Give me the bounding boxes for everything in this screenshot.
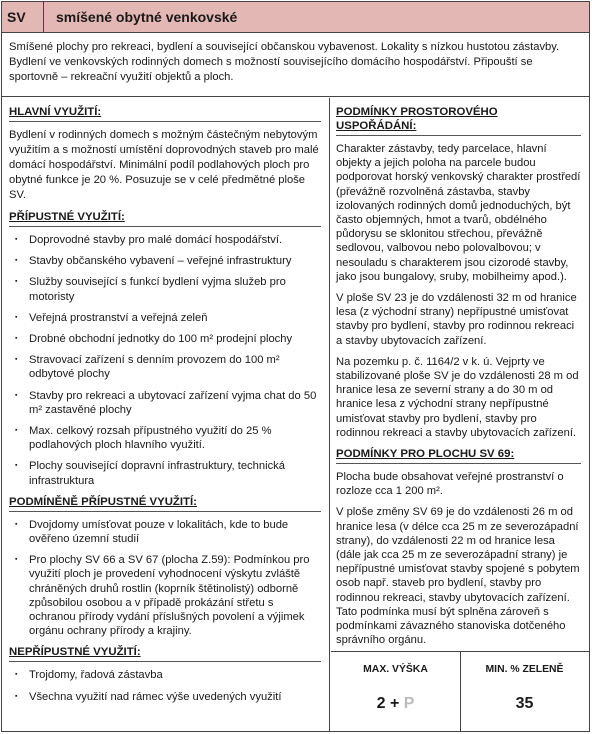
- sv69-paragraph: Plocha bude obsahovat veřejné prostranství o rozloze cca 1 200 m².: [336, 471, 564, 498]
- list-item: ▪ Plochy související dopravní infrastruktury, technická infrastruktura: [9, 459, 321, 487]
- divider: [336, 135, 581, 136]
- divider: [9, 226, 321, 227]
- min-green-value: 35: [515, 695, 534, 712]
- spatial-conditions-heading: PODMÍNKY PROSTOROVÉHO USPOŘÁDÁNÍ:: [336, 106, 498, 132]
- regulation-table: [1, 1, 590, 732]
- max-height-suffix: P: [403, 695, 415, 712]
- list-item: ▪ Stavby občanského vybavení – veřejné infrastruktury: [9, 254, 321, 268]
- list-item: ▪ Stravovací zařízení s denním provozem do 100 m² odbytové plochy: [9, 353, 321, 381]
- sv69-heading: PODMÍNKY PRO PLOCHU SV 69:: [336, 448, 515, 461]
- metrics-row: [331, 651, 589, 732]
- permitted-use-list: [9, 233, 321, 488]
- permitted-use-heading: PŘÍPUSTNÉ VYUŽITÍ:: [9, 211, 125, 223]
- max-height-number: 2 +: [376, 695, 400, 712]
- conditional-use-list: [9, 518, 321, 639]
- list-item: ▪ Trojdomy, řadová zástavba: [9, 668, 321, 682]
- prohibited-use-heading: NEPŘÍPUSTNÉ VYUŽITÍ:: [9, 646, 141, 659]
- table-header: [2, 2, 589, 33]
- sv69-paragraph: V ploše změny SV 69 je do vzdálenosti 26 m od hranice lesa (v délce cca 25 m ze severozápadní strany), do vzdálenosti 22 m od hranice lesa (dále jak cca 25 m ze severozápadní strany) je nepřípustné umisťovat stavby spojené s pobytem osob např. staveb pro bydlení, stavby pro rodinnou rekreaci, stavby ubytovacích zařízení. Tato podmínka musí být splněna zároveň s podmínkami závazného stanoviska dotčeného správního orgánu.: [336, 506, 580, 647]
- divider: [9, 661, 321, 662]
- list-item: ▪ Služby související s funkcí bydlení vyjma služeb pro motoristy: [9, 275, 321, 303]
- right-column: [331, 98, 589, 651]
- list-item: ▪ Pro plochy SV 66 a SV 67 (plocha Z.59): Podmínkou pro využití ploch je provedení vyhodnocení výskytu zvláště chráněných druhů rostlin (koprník štětinolistý) odborně způsobilou osobou a v případě prokázání střetu s ochranou přírody vydání příslušných povolení a výjimek orgánu ochrany přírody a krajiny.: [9, 553, 321, 638]
- list-item: ▪ Všechna využití nad rámec výše uvedených využití: [9, 690, 321, 704]
- divider: [336, 463, 581, 464]
- list-item: ▪ Max. celkový rozsah přípustného využití do 25 % podlahových ploch hlavního využití.: [9, 424, 321, 452]
- main-use-heading: HLAVNÍ VYUŽITÍ:: [9, 106, 102, 118]
- list-item: ▪ Dvojdomy umísťovat pouze v lokalitách, kde to bude ověřeno územní studií: [9, 518, 321, 546]
- list-item: ▪ Drobné obchodní jednotky do 100 m² prodejní plochy: [9, 332, 321, 346]
- max-height-cell: [331, 652, 461, 732]
- spatial-paragraph: Charakter zástavby, tedy parcelace, hlavní objekty a jejich poloha na parcele budou podporovat horský venkovský charakter prostředí (převážně rozvolněná zástavba, stavby izolovaných rodinných domů jednoduchých, být často objemných, hmot a tvarů, obdélného půdorysu se sklonitou střechou, převážně sedlovou, valbovou nebo polovalbovou; v nesouladu s charakterem jsou cizorodé stavby, jako jsou bungalovy, sruby, mobilheimy apod.).: [336, 143, 581, 283]
- list-item: ▪ Veřejná prostranství a veřejná zeleň: [9, 311, 321, 325]
- list-item: ▪ Doprovodné stavby pro malé domácí hospodářství.: [9, 233, 321, 247]
- min-green-cell: [460, 652, 589, 732]
- spatial-paragraph: V ploše SV 23 je do vzdálenosti 32 m od hranice lesa (z východní strany) nepřípustné umisťovat stavby pro bydlení, stavby pro rodinnou rekreaci a stavby ubytovacích zařízení.: [336, 292, 577, 347]
- prohibited-use-list: [9, 668, 321, 703]
- max-height-value: [331, 695, 460, 713]
- left-column: [2, 98, 330, 732]
- conditional-use-heading: PODMÍNĚNĚ PŘÍPUSTNÉ VYUŽITÍ:: [9, 495, 197, 508]
- min-green-label: MIN. % ZELENĚ: [485, 664, 564, 675]
- max-height-label: MAX. VÝŠKA: [363, 664, 428, 675]
- zone-code: SV: [2, 2, 44, 32]
- zone-title: smíšené obytné venkovské: [56, 9, 238, 25]
- divider: [9, 121, 321, 122]
- main-use-text: Bydlení v rodinných domech s možným částečným nebytovým využitím a s možností umístění doprovodných staveb pro malé domácí hospodářství. Minimální podíl podlahových ploch pro obytné funkce je 20 %. Posuzuje se v celé předmětné ploše SV.: [9, 129, 319, 201]
- zone-description: Smíšené plochy pro rekreaci, bydlení a související občanskou vybavenost. Lokality s nízkou hustotou zástavby. Bydlení ve venkovských rodinných domech s možností souvisejícího domácího hospodářství. Připouští se sportovně – rekreační využití objektů a ploch.: [2, 33, 589, 97]
- spatial-paragraph: Na pozemku p. č. 1164/2 v k. ú. Vejprty ve stabilizované ploše SV je do vzdálenosti 28 m od hranice lesa ze severní strany a do 30 m od hranice lesa z východní strany nepřípustné umisťovat stavby pro bydlení, stavby pro rodinnou rekreaci a stavby ubytovacích zařízení.: [336, 355, 579, 439]
- list-item: ▪ Stavby pro rekreaci a ubytovací zařízení vyjma chat do 50 m² zastavěné plochy: [9, 389, 321, 417]
- divider: [9, 511, 321, 512]
